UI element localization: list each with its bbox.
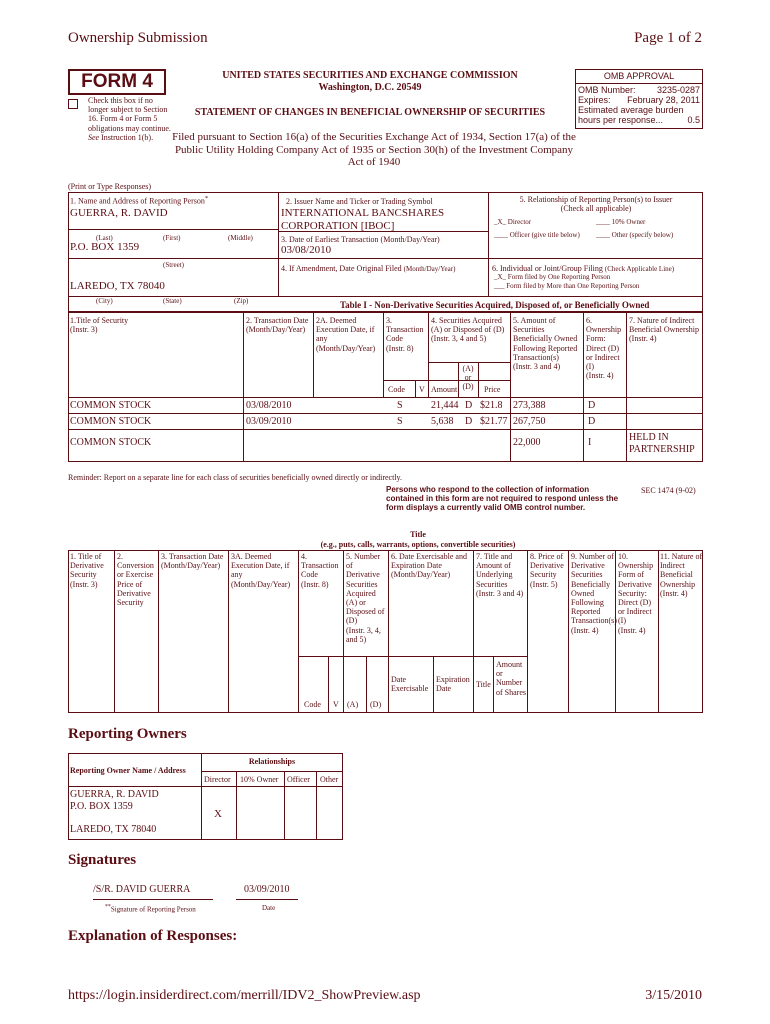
filing-option-one: _X_ Form filed by One Reporting Person: [494, 273, 611, 281]
t1-row1-price: $21.8: [480, 400, 503, 411]
omb-approval-box: [575, 69, 703, 129]
persons-notice: Persons who respond to the collection of information contained in this form are not required to respond unless the form displays a currently valid OMB control number.: [386, 485, 619, 513]
box4-label: 4. If Amendment, Date Original Filed (Month/Day/Year): [281, 264, 456, 273]
table2-subtitle: (e.g., puts, calls, warrants, options, convertible securities): [320, 540, 516, 549]
officer-option: ____ Officer (give title below): [494, 231, 580, 239]
t1-row2-date: 03/09/2010: [246, 416, 292, 427]
director-mark: X: [214, 808, 222, 820]
t2-h-exp: Expiration Date: [436, 675, 470, 694]
t1-row2-title: COMMON STOCK: [70, 416, 152, 427]
t1-h-amount: Amount: [431, 385, 458, 394]
omb-number: 3235-0287: [656, 85, 700, 95]
filing-option-many: ___ Form filed by More than One Reporting Person: [494, 282, 640, 290]
officer-col: Officer: [287, 775, 310, 784]
t1-row3-nature: HELD IN PARTNERSHIP: [629, 432, 695, 455]
agency-name: UNITED STATES SECURITIES AND EXCHANGE COMMISSION: [222, 70, 518, 81]
explanation-heading: Explanation of Responses:: [68, 928, 238, 944]
statement-title: STATEMENT OF CHANGES IN BENEFICIAL OWNERSHIP OF SECURITIES: [194, 107, 546, 118]
box2-label: 2. Issuer Name and Ticker or Trading Symbol: [286, 197, 433, 206]
t1-h-aord: (A) or (D): [462, 364, 474, 392]
footer-date: 3/15/2010: [645, 988, 702, 1003]
filed-pursuant-text: Filed pursuant to Section 16(a) of the Securities Exchange Act of 1934, Section 17(a) of the Public Utility Holding Company Act of 1935 or Section 30(h) of the Investment Company Act of 1940: [172, 131, 576, 169]
print-type-note: (Print or Type Responses): [68, 182, 152, 191]
t2-h-price: 8. Price of Derivative Security (Instr. 5): [530, 552, 564, 589]
other-option: ____ Other (specify below): [596, 231, 674, 239]
street-label: (Street): [163, 261, 184, 269]
relationships-col: Relationships: [248, 757, 296, 766]
t1-row2-code: S: [397, 416, 403, 427]
t1-row2-form: D: [588, 416, 596, 427]
state-label: (State): [163, 297, 182, 305]
director-option: _X_ Director: [494, 218, 532, 226]
t1-h-title: 1.Title of Security (Instr. 3): [70, 316, 129, 335]
omb-title: OMB APPROVAL: [576, 70, 702, 84]
t1-row2-owned: 267,750: [513, 416, 546, 427]
street-address: P.O. BOX 1359: [70, 241, 140, 253]
t1-h-owned: 5. Amount of Securities Beneficially Owned Following Reported Transaction(s) (Instr. 3 and 4): [513, 316, 578, 371]
t2-h-d: (D): [370, 700, 382, 709]
t1-row1-owned: 273,388: [513, 400, 546, 411]
t2-h-form: 10. Ownership Form of Derivative Security: Direct (D) or Indirect (I) (Instr. 4): [618, 552, 654, 635]
table1-title: Table I - Non-Derivative Securities Acquired, Disposed of, or Beneficially Owned: [340, 300, 650, 310]
omb-number-label: OMB Number:: [578, 85, 636, 95]
reporting-person-name: GUERRA, R. DAVID: [70, 207, 168, 219]
t1-row1-title: COMMON STOCK: [70, 400, 152, 411]
t2-h-code-sub: Code: [304, 700, 321, 709]
omb-expires-label: Expires:: [578, 95, 611, 105]
sec-code: SEC 1474 (9-02): [641, 486, 696, 495]
box5-label: 5. Relationship of Reporting Person(s) to Issuer (Check all applicable): [519, 195, 673, 214]
t1-row1-amount: 21,444: [431, 400, 459, 411]
page-header-title: Ownership Submission: [68, 30, 208, 46]
signatures-heading: Signatures: [68, 852, 137, 868]
city-label: (City): [96, 297, 113, 305]
omb-expires: February 28, 2011: [627, 95, 700, 105]
checkbox-instructions: Check this box if no longer subject to Section 16. Form 4 or Form 5 obligations may continue. See Instruction 1(b).: [88, 96, 171, 142]
t2-h-owned: 9. Number of Derivative Securities Beneficially Owned Following Reported Transaction(s) (Instr. 4): [571, 552, 617, 635]
t1-row3-title: COMMON STOCK: [70, 437, 152, 448]
t1-h-nature: 7. Nature of Indirect Beneficial Ownership (Instr. 4): [629, 316, 699, 344]
t1-row2-amount: 5,638: [431, 416, 454, 427]
reporting-owners-heading: Reporting Owners: [68, 726, 187, 742]
t1-h-form: 6. Ownership Form: Direct (D) or Indirect (I) (Instr. 4): [586, 316, 622, 381]
t1-row1-date: 03/08/2010: [246, 400, 292, 411]
middle-label: (Middle): [228, 234, 253, 242]
omb-burden-label2: hours per response...: [578, 115, 664, 125]
other-col: Other: [320, 775, 339, 784]
issuer-name: INTERNATIONAL BANCSHARES CORPORATION [IBOC]: [281, 207, 445, 232]
t2-h-v: V: [333, 700, 339, 709]
first-label: (First): [163, 234, 181, 242]
t1-h-deemed: 2A. Deemed Execution Date, if any (Month/Day/Year): [316, 316, 376, 353]
t1-h-code: 3. Transaction Code (Instr. 8): [386, 316, 424, 353]
box3-label: 3. Date of Earliest Transaction (Month/Day/Year): [281, 235, 440, 244]
director-col: Director: [204, 775, 231, 784]
t1-row3-form: I: [588, 437, 592, 448]
t2-h-a: (A): [347, 700, 359, 709]
t2-h-exercisable: 6. Date Exercisable and Expiration Date (Month/Day/Year): [391, 552, 467, 580]
reminder-text: Reminder: Report on a separate line for each class of securities beneficially owned directly or indirectly.: [68, 473, 403, 482]
earliest-transaction-date: 03/08/2010: [281, 244, 332, 256]
footer-url-link[interactable]: https://login.insiderdirect.com/merrill/IDV2_ShowPreview.asp: [68, 988, 421, 1003]
ten-percent-col: 10% Owner: [240, 775, 279, 784]
t2-h-conversion: 2. Conversion or Exercise Price of Derivative Security: [117, 552, 154, 607]
omb-burden: 0.5: [687, 115, 700, 125]
t2-h-underlying: 7. Title and Amount of Underlying Securities (Instr. 3 and 4): [476, 552, 524, 598]
t2-h-title-sub: Title: [476, 680, 491, 689]
t1-h-price: Price: [484, 385, 501, 394]
t2-h-amount: Amount or Number of Shares: [496, 660, 526, 697]
t1-h-date: 2. Transaction Date (Month/Day/Year): [246, 316, 309, 335]
t2-h-code: 4. Transaction Code (Instr. 8): [301, 552, 339, 589]
box1-label: 1. Name and Address of Reporting Person*: [70, 195, 209, 206]
t2-h-date: 3. Transaction Date (Month/Day/Year): [161, 552, 224, 571]
signature-label: **Signature of Reporting Person: [105, 904, 196, 914]
t1-row1-code: S: [397, 400, 403, 411]
t1-row1-ad: D: [465, 400, 473, 411]
form-label: FORM 4: [68, 69, 166, 95]
owner-name-address: GUERRA, R. DAVID P.O. BOX 1359 LAREDO, TX 78040: [70, 789, 159, 835]
zip-label: (Zip): [234, 297, 249, 305]
last-label: (Last): [96, 234, 113, 242]
t2-h-nature: 11. Nature of Indirect Beneficial Ownership (Instr. 4): [660, 552, 703, 598]
no-longer-subject-checkbox[interactable]: [68, 99, 78, 109]
agency-address: Washington, D.C. 20549: [318, 82, 422, 93]
t1-h-code-sub: Code: [388, 385, 405, 394]
t1-row1-form: D: [588, 400, 596, 411]
owner-name-col: Reporting Owner Name / Address: [70, 766, 186, 775]
t2-h-deemed: 3A. Deemed Execution Date, if any (Month/Day/Year): [231, 552, 291, 589]
omb-burden-label1: Estimated average burden: [578, 105, 684, 115]
table2-title: Title: [410, 530, 426, 539]
t2-h-number: 5. Number of Derivative Securities Acquired (A) or Disposed of (D) (Instr. 3, 4, and 5): [346, 552, 385, 644]
box6-label: 6. Individual or Joint/Group Filing (Check Applicable Line): [492, 264, 675, 273]
t1-row3-owned: 22,000: [513, 437, 541, 448]
t2-h-title: 1. Title of Derivative Security (Instr. 3): [70, 552, 104, 589]
page-number: Page 1 of 2: [634, 30, 702, 46]
t1-h-v: V: [419, 385, 425, 394]
signature-name: /S/R. DAVID GUERRA: [93, 884, 191, 895]
signature-date: 03/09/2010: [244, 884, 290, 895]
ten-percent-option: ____ 10% Owner: [596, 218, 646, 226]
date-label: Date: [262, 904, 276, 912]
city-state-zip: LAREDO, TX 78040: [70, 280, 165, 292]
t1-h-acquired: 4. Securities Acquired (A) or Disposed of (D) (Instr. 3, 4 and 5): [431, 316, 505, 344]
t1-row2-ad: D: [465, 416, 473, 427]
t2-h-date-ex: Date Exercisable: [391, 675, 429, 694]
t1-row2-price: $21.77: [480, 416, 508, 427]
